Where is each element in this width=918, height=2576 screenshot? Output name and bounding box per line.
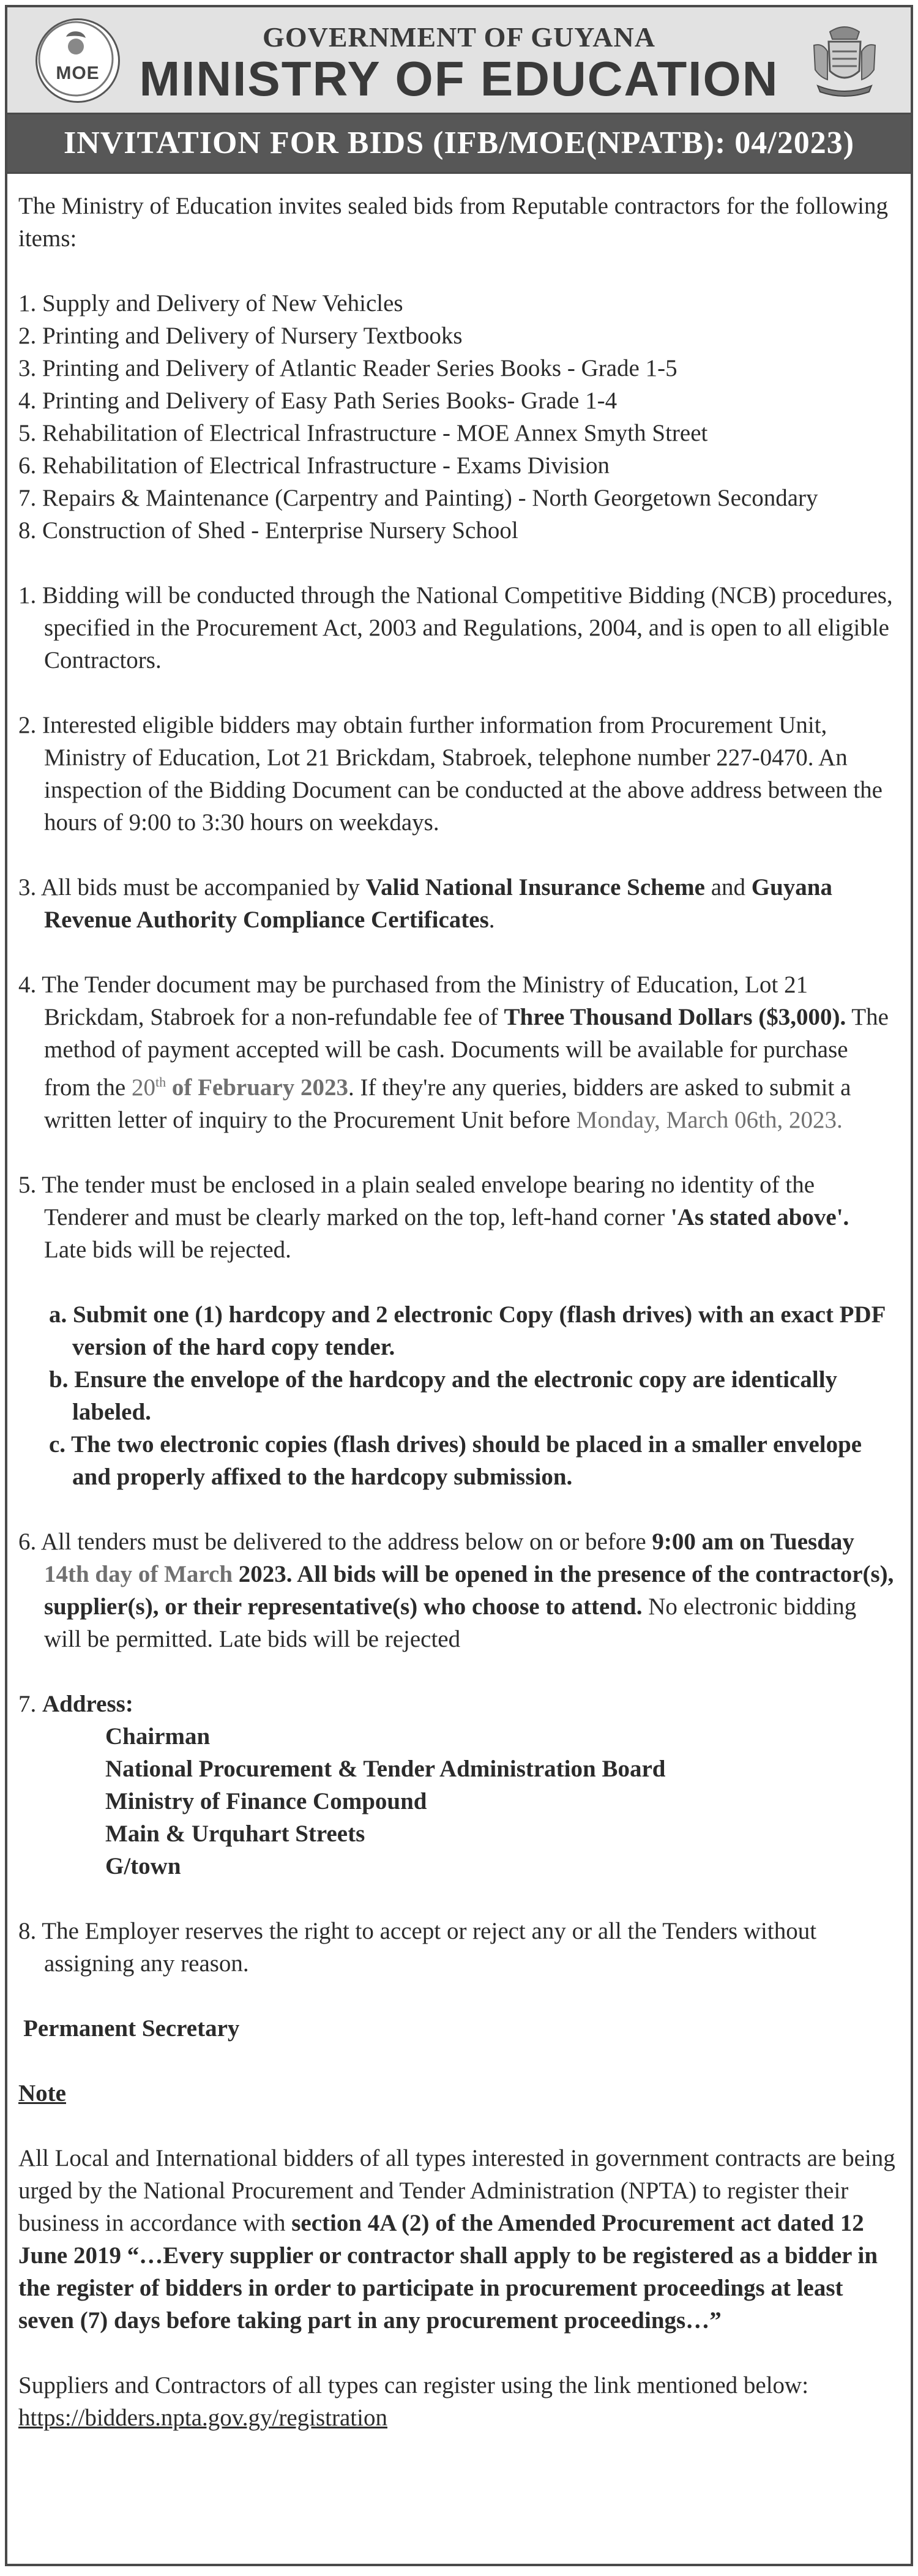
registration-info xyxy=(18,2369,897,2434)
query-deadline: Monday, March 06th, 2023. xyxy=(576,1107,843,1133)
tender-fee: Three Thousand Dollars ($3,000). xyxy=(504,1004,846,1030)
clause-5-text: 5. The tender must be enclosed in a plain sealed envelope bearing no identity of the Tenderer and must be clearly marked on the top, left-hand corner xyxy=(18,1172,815,1230)
ministry-title: MINISTRY OF EDUCATION xyxy=(139,51,779,106)
note-body xyxy=(18,2142,897,2337)
clause-4-text: 4. The Tender document may be purchased from the Ministry of Education, Lot 21 Brickdam, Stabroek for a non-refundable fee of xyxy=(18,972,808,1030)
address-line: Chairman xyxy=(105,1723,211,1750)
clause-8: 8. The Employer reserves the right to accept or reject any or all the Tenders without assigning any reason. xyxy=(18,1918,817,1977)
items-list xyxy=(18,287,897,547)
note-text: All Local and International bidders of all types interested in government contracts are being urged by the National Procurement and Tender Administration (NPTA) to register their business in accordance with xyxy=(18,2145,895,2236)
submission-requirement-b: b. Ensure the envelope of the hardcopy and the electronic copy are identically labeled. xyxy=(49,1366,838,1425)
clause-3-text: 3. All bids must be accompanied by xyxy=(18,874,366,900)
address-line: G/town xyxy=(105,1853,181,1879)
address-line: Ministry of Finance Compound xyxy=(105,1788,427,1814)
availability-date-suffix: th xyxy=(155,1074,166,1090)
gra-certificate: Guyana Revenue Authority Compliance Certificates xyxy=(44,874,832,933)
address-line: National Procurement & Tender Administration Board xyxy=(105,1756,666,1782)
deadline-year: 2023. xyxy=(233,1561,293,1587)
address-label: Address: xyxy=(42,1691,133,1717)
clause-3-and: and xyxy=(704,874,752,900)
list-item: 4. Printing and Delivery of Easy Path Series Books- Grade 1-4 xyxy=(18,388,618,414)
availability-date-month: of February 2023 xyxy=(166,1074,348,1101)
note-heading: Note xyxy=(18,2080,66,2106)
clause-3 xyxy=(18,871,897,936)
list-item: 3. Printing and Delivery of Atlantic Reader Series Books - Grade 1-5 xyxy=(18,355,677,381)
clause-7-number: 7. xyxy=(18,1691,42,1717)
clause-6 xyxy=(18,1526,897,1655)
clause-4-payment: The method of payment accepted will be cash. Documents will be available for purchase from the xyxy=(44,1004,889,1101)
government-title: GOVERNMENT OF GUYANA xyxy=(263,21,655,53)
address-line: Main & Urquhart Streets xyxy=(105,1821,365,1847)
clause-7 xyxy=(18,1688,897,1720)
signature-title: Permanent Secretary xyxy=(23,2015,240,2042)
header xyxy=(7,7,911,114)
list-item: 6. Rehabilitation of Electrical Infrastructure - Exams Division xyxy=(18,452,610,479)
intro-text: The Ministry of Education invites sealed bids from Reputable contractors for the following items: xyxy=(18,193,888,252)
invitation-title-bar: INVITATION FOR BIDS (IFB/MOE(NPATB): 04/2023) xyxy=(7,114,911,174)
opening-notice: All bids will be opened in the presence of the contractor(s), supplier(s), or their representative(s) who choose to attend. xyxy=(44,1561,894,1620)
body-content xyxy=(7,174,911,2434)
coat-of-arms-icon xyxy=(805,21,884,99)
list-item: 5. Rehabilitation of Electrical Infrastructure - MOE Annex Smyth Street xyxy=(18,420,708,446)
envelope-marking: 'As stated above'. xyxy=(670,1204,849,1230)
clause-3-end: . xyxy=(488,907,495,933)
clause-5-end: Late bids will be rejected. xyxy=(44,1237,291,1263)
logo-caption: MOE xyxy=(56,63,100,83)
nis-certificate: Valid National Insurance Scheme xyxy=(365,874,705,900)
clause-6-text: 6. All tenders must be delivered to the address below on or before xyxy=(18,1529,652,1555)
list-item: 2. Printing and Delivery of Nursery Textbooks xyxy=(18,323,463,349)
registration-text: Suppliers and Contractors of all types can register using the link mentioned below: xyxy=(18,2372,809,2398)
clause-1: 1. Bidding will be conducted through the National Competitive Bidding (NCB) procedures, specified in the Procurement Act, 2003 and Regulations, 2004, and is open to all eligible Contractors. xyxy=(18,582,893,673)
clause-6-end: No electronic bidding will be permitted. Late bids will be rejected xyxy=(44,1593,857,1652)
deadline-time: 9:00 am on Tuesday xyxy=(652,1529,854,1555)
registration-link[interactable]: https://bidders.npta.gov.gy/registration xyxy=(18,2405,387,2431)
advertisement-page xyxy=(5,5,913,2566)
availability-date-day: 20 xyxy=(131,1074,155,1101)
clause-2: 2. Interested eligible bidders may obtain further information from Procurement Unit, Ministry of Education, Lot 21 Brickdam, Stabroek, telephone number 227-0470. An inspection of the Bidding Document can be conducted at the above address between the hours of 9:00 to 3:30 hours on weekdays. xyxy=(18,712,883,836)
list-item: 1. Supply and Delivery of New Vehicles xyxy=(18,290,403,316)
list-item: 8. Construction of Shed - Enterprise Nursery School xyxy=(18,517,518,544)
address-block xyxy=(18,1720,897,1882)
submission-requirement-a: a. Submit one (1) hardcopy and 2 electronic Copy (flash drives) with an exact PDF version of the hard copy tender. xyxy=(49,1301,886,1360)
clause-4 xyxy=(18,968,897,1136)
legal-citation: section 4A (2) of the Amended Procurement act dated 12 June 2019 “…Every supplier or contractor shall apply to be registered as a bidder in the register of bidders in order to participate in procurement proceedings at least seven (7) days before taking part in any procurement proceedings…” xyxy=(18,2210,878,2334)
submission-requirement-c: c. The two electronic copies (flash drives) should be placed in a smaller envelope and properly affixed to the hardcopy submission. xyxy=(49,1431,862,1490)
list-item: 7. Repairs & Maintenance (Carpentry and Painting) - North Georgetown Secondary xyxy=(18,485,818,511)
clause-5 xyxy=(18,1169,897,1266)
signature xyxy=(18,2012,897,2045)
clause-4-queries: . If they're any queries, bidders are asked to submit a written letter of inquiry to the Procurement Unit before xyxy=(44,1074,851,1133)
deadline-date: 14th day of March xyxy=(44,1561,233,1587)
